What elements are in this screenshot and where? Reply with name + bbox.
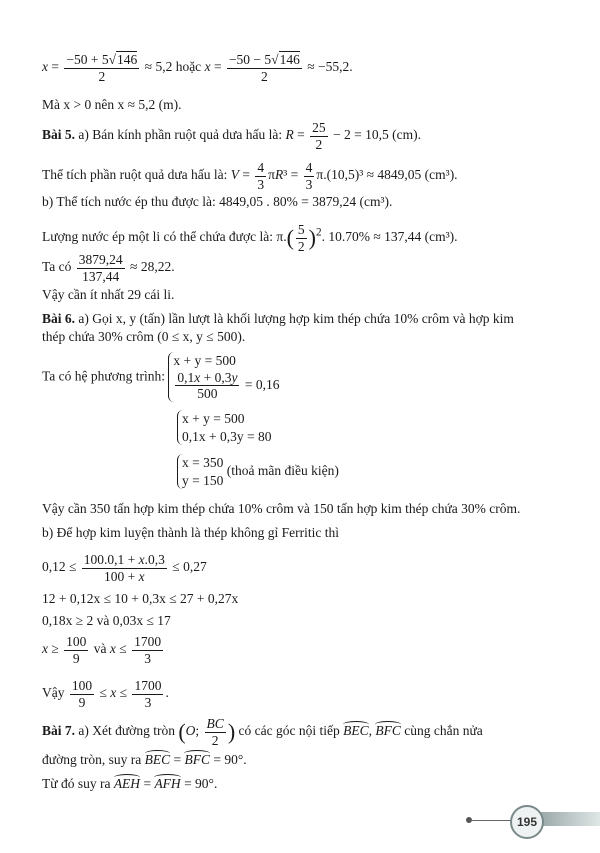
system2-eq1: x + y = 500 bbox=[182, 411, 245, 426]
bai5-label: Bài 5. bbox=[42, 127, 76, 143]
bai7-line-1: Bài 7. a) Xét đường tròn (O; $\frac{BC}{2}$ ) có các góc nội tiếp BEC, BFC cùng chắn nửa bbox=[42, 716, 483, 748]
inequality-2: 12 + 0,12x ≤ 10 + 0,3x ≤ 27 + 0,27x bbox=[42, 591, 239, 606]
system-2 bbox=[177, 410, 560, 445]
inequality-4: x ≥ $\frac{100}{9}$ và x ≤ $\frac{1700}{3}$ bbox=[42, 634, 162, 666]
bai7-line-3: Từ đó suy ra AEH = AFH = 90°. bbox=[42, 776, 218, 791]
bai6-intro-text: a) Gọi x, y (tấn) lần lượt là khối lượng hợp kim thép chứa 10% crôm và hợp kim bbox=[78, 311, 514, 326]
bai6-intro-1 bbox=[42, 312, 560, 327]
page-number: 195 bbox=[510, 805, 544, 839]
inequality-1: 0,12 ≤ $\frac{100.0,1 + x.0,3}{100 + x}$ ≤ 0,27 bbox=[42, 552, 207, 584]
bai5-juice: b) Thể tích nước ép thu được là: 4849,05 . 80% = 3879,24 (cm³). bbox=[42, 194, 393, 209]
system1-eq2: $\frac{0,1x + 0,3y}{500}$ = 0,16 bbox=[177, 369, 280, 402]
bai5-volume: Thể tích phần ruột quả dưa hấu là: V = $\frac{4}{3}$ πR³ = $\frac{4}{3}$ π.(10,5)³ ≈ 4849,05 (cm³). bbox=[42, 160, 458, 192]
system-intro: Ta có hệ phương trình: bbox=[42, 368, 165, 384]
bai5-cup: Lượng nước ép một li có thể chứa được là: π.( $\frac{5}{2}$ )$^2$. 10.70% ≈ 137,44 (cm³). bbox=[42, 222, 458, 254]
volume-text: Thể tích phần ruột quả dưa hấu là: bbox=[42, 167, 228, 183]
bai6b-intro: b) Để hợp kim luyện thành là thép không gỉ Ferritic thì bbox=[42, 525, 339, 540]
bai6a-conclusion: Vậy cần 350 tấn hợp kim thép chứa 10% crôm và 150 tấn hợp kim thép chứa 30% crôm. bbox=[42, 501, 521, 516]
system3-eq2: y = 150 bbox=[182, 472, 224, 488]
bai6-label: Bài 6. bbox=[42, 311, 76, 326]
bai7-line-2: đường tròn, suy ra BEC = BFC = 90°. bbox=[42, 752, 247, 767]
system-3 bbox=[177, 454, 560, 489]
bai5-conclusion: Vậy cần ít nhất 29 cái li. bbox=[42, 287, 175, 302]
inequality-5: Vậy $\frac{100}{9}$ ≤ x ≤ $\frac{1700}{3}$ . bbox=[42, 678, 169, 710]
footer-bar bbox=[540, 812, 600, 826]
bai5-radius-text: a) Bán kính phần ruột quả dưa hấu là: bbox=[78, 127, 283, 143]
bai5-radius: Bài 5. a) Bán kính phần ruột quả dưa hấu là: R = $\frac{25}{2}$ − 2 = 10,5 (cm). bbox=[42, 120, 421, 152]
bai6-intro-2: thép chứa 30% crôm (0 ≤ x, y ≤ 500). bbox=[42, 329, 246, 344]
bai5-ratio: Ta có $\frac{3879,24}{137,44}$ ≈ 28,22. bbox=[42, 252, 175, 284]
cup-text: Lượng nước ép một li có thể chứa được là: bbox=[42, 229, 273, 245]
system1-eq1: x + y = 500 bbox=[173, 353, 236, 368]
system3-eq1: x = 350 bbox=[182, 455, 224, 470]
line-positive-root: Mà x > 0 nên x ≈ 5,2 (m). bbox=[42, 97, 182, 112]
line-quadratic-solutions: x = $\frac{-50 + 5√146}{2}$ ≈ 5,2 hoặc x = $\frac{-50 - 5√146}{2}$ ≈ −55,2. bbox=[42, 52, 353, 84]
condition-note: (thoả mãn điều kiện) bbox=[226, 463, 339, 479]
inequality-3: 0,18x ≥ 2 và 0,03x ≤ 17 bbox=[42, 613, 171, 628]
bai7-label: Bài 7. bbox=[42, 723, 76, 739]
system2-eq2: 0,1x + 0,3y = 80 bbox=[182, 428, 272, 444]
system-1 bbox=[42, 352, 560, 402]
